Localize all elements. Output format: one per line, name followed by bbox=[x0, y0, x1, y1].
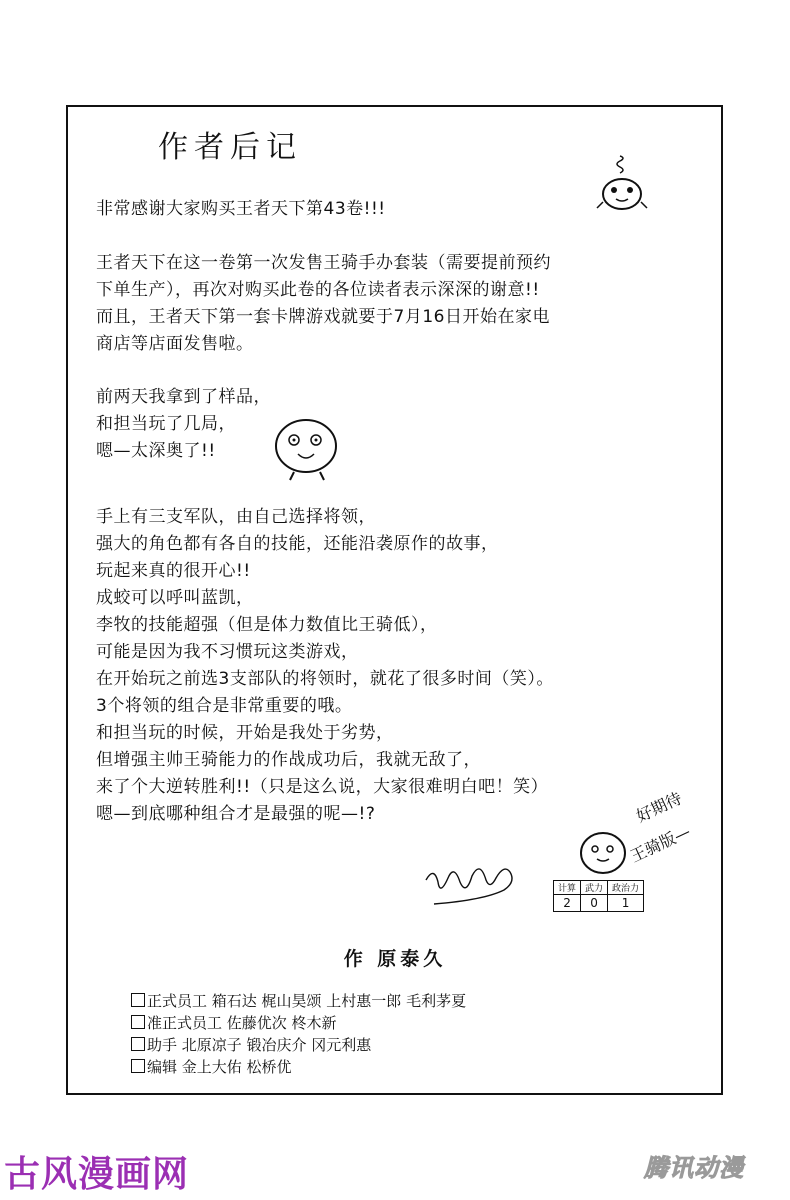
text-line: 和担当玩的时候，开始是我处于劣势， bbox=[96, 723, 394, 743]
card-mascot-doodle-icon bbox=[575, 825, 635, 880]
text-line: 嗯—到底哪种组合才是最强的呢—!? bbox=[96, 804, 376, 824]
staff-text: 准正式员工 佐藤优次 柊木新 bbox=[147, 1014, 337, 1032]
text-line: 下单生产），再次对购买此卷的各位读者表示深深的谢意!! bbox=[96, 280, 540, 300]
text-line: 而且，王者天下第一套卡牌游戏就要于7月16日开始在家电 bbox=[96, 307, 550, 327]
stat-header: 政治力 bbox=[608, 881, 644, 895]
staff-text: 编辑 金上大佑 松桥优 bbox=[147, 1058, 292, 1076]
staff-line bbox=[131, 1034, 371, 1055]
staff-text: 助手 北原凉子 锻冶庆介 冈元利惠 bbox=[147, 1036, 372, 1054]
text-line: 在开始玩之前选3支部队的将领时，就花了很多时间（笑）。 bbox=[96, 669, 554, 689]
callout-line-1: 好期待 bbox=[633, 788, 685, 826]
text-line: 玩起来真的很开心!! bbox=[96, 561, 251, 581]
text-line: 王者天下在这一卷第一次发售王骑手办套装（需要提前预约 bbox=[96, 253, 551, 273]
checkbox-icon bbox=[131, 1037, 145, 1051]
text-line: 李牧的技能超强（但是体力数值比王骑低）， bbox=[96, 615, 438, 635]
author-line: 作 原泰久 bbox=[343, 948, 447, 970]
page-title: 作者后记 bbox=[158, 130, 302, 165]
text-line: 商店等店面发售啦。 bbox=[96, 334, 254, 354]
checkbox-icon bbox=[131, 1059, 145, 1073]
card-stats-table bbox=[553, 880, 644, 912]
signature-scribble bbox=[420, 850, 530, 910]
text-line: 但增强主帅王骑能力的作战成功后，我就无敌了， bbox=[96, 750, 481, 770]
stat-value: 0 bbox=[581, 895, 608, 912]
text-line: 3个将领的组合是非常重要的哦。 bbox=[96, 696, 353, 716]
stat-header: 计算 bbox=[554, 881, 581, 895]
text-line: 和担当玩了几局， bbox=[96, 414, 236, 434]
staff-line bbox=[131, 990, 466, 1011]
text-line: 可能是因为我不习惯玩这类游戏， bbox=[96, 642, 359, 662]
callout-line-2: 王骑版— bbox=[627, 821, 694, 866]
text-line: 手上有三支军队，由自己选择将领， bbox=[96, 507, 376, 527]
text-line: 嗯—太深奥了!! bbox=[96, 441, 216, 461]
watermark-right: 腾讯动漫 bbox=[644, 1154, 744, 1182]
text-line: 来了个大逆转胜利!!（只是这么说，大家很难明白吧！笑） bbox=[96, 777, 549, 797]
text-line: 前两天我拿到了样品， bbox=[96, 387, 271, 407]
mascot-doodle-icon bbox=[592, 152, 662, 222]
staff-text: 正式员工 箱石达 梶山昊颂 上村惠一郎 毛利茅夏 bbox=[147, 992, 467, 1010]
text-line: 强大的角色都有各自的技能，还能沿袭原作的故事， bbox=[96, 534, 499, 554]
text-line: 成蛟可以呼叫蓝凯， bbox=[96, 588, 254, 608]
stat-value: 2 bbox=[554, 895, 581, 912]
staff-line bbox=[131, 1012, 337, 1033]
stat-value: 1 bbox=[608, 895, 644, 912]
round-face-doodle-icon bbox=[268, 414, 348, 484]
stat-header: 武力 bbox=[581, 881, 608, 895]
staff-line bbox=[131, 1056, 292, 1077]
checkbox-icon bbox=[131, 993, 145, 1007]
watermark-left: 古风漫画网 bbox=[4, 1154, 190, 1195]
checkbox-icon bbox=[131, 1015, 145, 1029]
text-line: 非常感谢大家购买王者天下第43卷!!! bbox=[96, 199, 386, 219]
